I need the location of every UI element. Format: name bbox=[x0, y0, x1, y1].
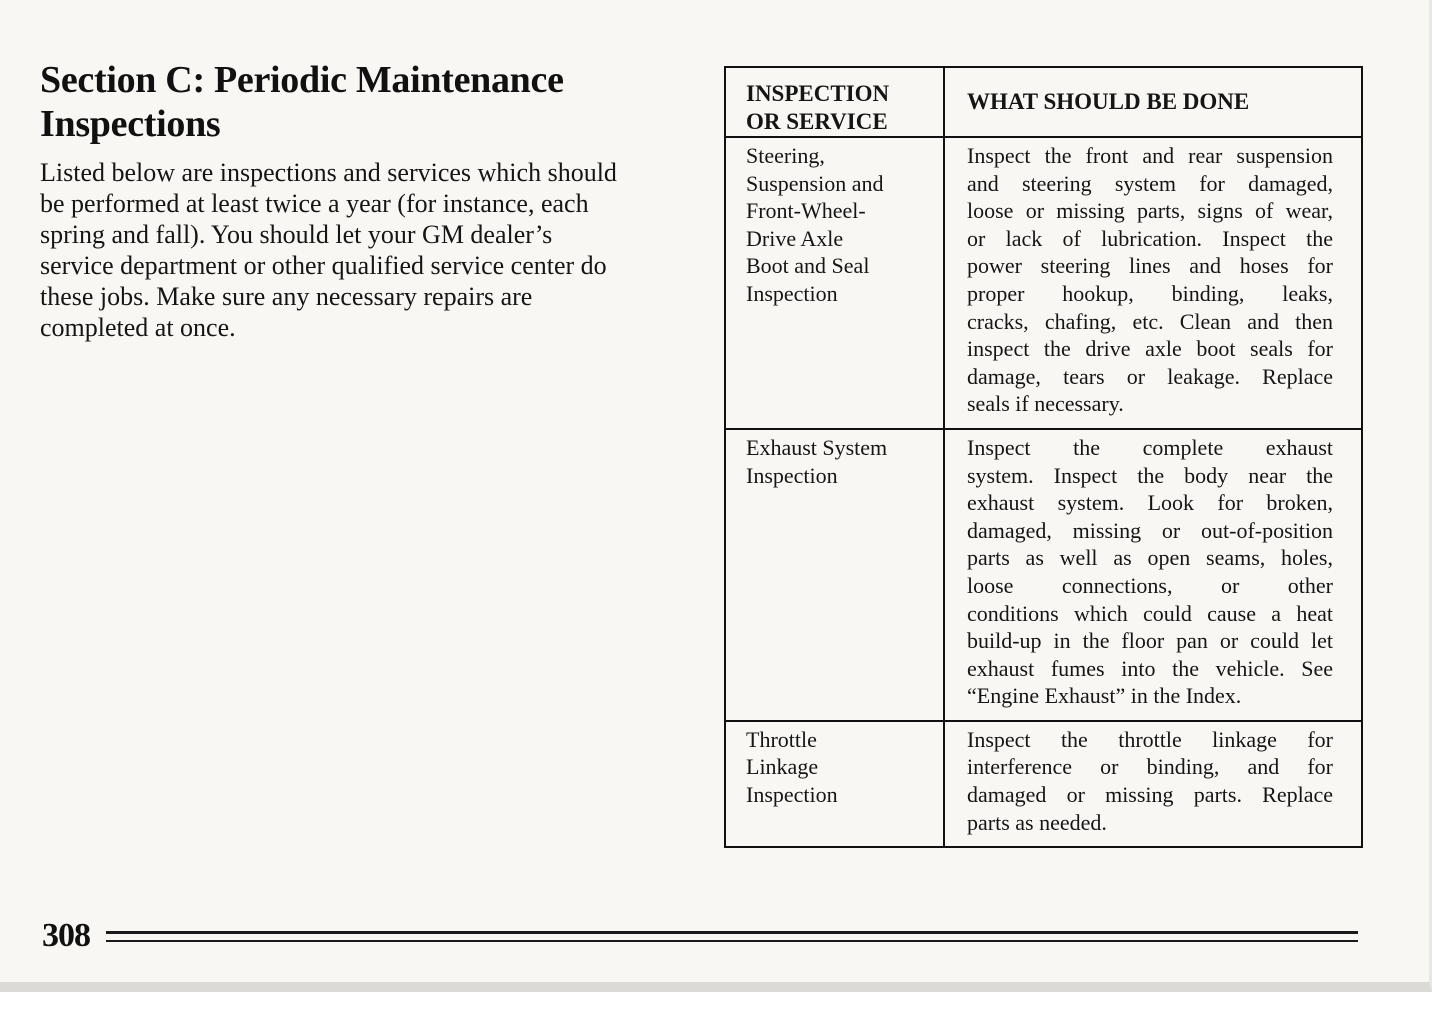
description-line: loose connections, or other bbox=[967, 572, 1333, 598]
header-inspection-or-service bbox=[725, 67, 944, 137]
description-line: Inspect the front and rear suspension bbox=[967, 143, 1333, 168]
intro-paragraph bbox=[40, 157, 676, 343]
item-line: Throttle bbox=[746, 726, 817, 752]
section-heading bbox=[40, 58, 680, 146]
item-line: Front-Wheel- bbox=[746, 198, 866, 224]
intro-line: service department or other qualified service center do bbox=[40, 251, 607, 280]
description-line: Inspect the complete exhaust bbox=[967, 434, 1333, 460]
table-row bbox=[725, 429, 1362, 721]
description-line: and steering system for damaged, bbox=[967, 170, 1333, 196]
table-header-row bbox=[725, 67, 1362, 137]
item-line: Inspection bbox=[746, 280, 838, 306]
description-line: damage, tears or leakage. Replace bbox=[967, 363, 1333, 389]
description-line: or lack of lubrication. Inspect the bbox=[967, 225, 1333, 251]
description-line: damaged, missing or out-of-position bbox=[967, 517, 1333, 543]
description-line: Inspect the throttle linkage for bbox=[967, 726, 1333, 752]
description-line: interference or binding, and for bbox=[967, 754, 1333, 780]
page-number: 308 bbox=[42, 917, 90, 954]
header-line: OR SERVICE bbox=[746, 109, 888, 134]
description-line: conditions which could cause a heat bbox=[967, 600, 1333, 626]
item-line: Exhaust System bbox=[746, 434, 888, 460]
table-row bbox=[725, 137, 1362, 429]
description-line: loose or missing parts, signs of wear, bbox=[967, 198, 1333, 224]
description-line: inspect the drive axle boot seals for bbox=[967, 336, 1333, 362]
description-line: proper hookup, binding, leaks, bbox=[967, 280, 1333, 306]
maintenance-table bbox=[724, 66, 1363, 848]
description-line: cracks, chafing, etc. Clean and then bbox=[967, 308, 1333, 334]
item-line: Linkage bbox=[746, 754, 819, 780]
intro-line: Listed below are inspections and services which should bbox=[40, 158, 617, 187]
header-what-should-be-done: WHAT SHOULD BE DONE bbox=[944, 67, 1362, 137]
item-line: Boot and Seal bbox=[746, 253, 870, 279]
description-line: damaged or missing parts. Replace bbox=[967, 782, 1333, 808]
item-line: Inspection bbox=[746, 462, 838, 488]
item-line: Drive Axle bbox=[746, 225, 844, 251]
description-line: parts as needed. bbox=[967, 809, 1107, 835]
section-heading-line: Section C: Periodic Maintenance bbox=[40, 59, 564, 101]
row-item-cell bbox=[725, 429, 944, 721]
description-line: exhaust system. Look for broken, bbox=[967, 490, 1333, 516]
description-line: “Engine Exhaust” in the Index. bbox=[967, 683, 1242, 709]
section-heading-line: Inspections bbox=[40, 103, 221, 145]
description-line: build-up in the floor pan or could let bbox=[967, 628, 1333, 654]
item-line: Suspension and bbox=[746, 170, 884, 196]
table-row bbox=[725, 721, 1362, 847]
row-description-cell bbox=[944, 137, 1362, 429]
intro-line: these jobs. Make sure any necessary repairs are bbox=[40, 282, 533, 311]
header-line: INSPECTION bbox=[746, 81, 890, 106]
intro-line: be performed at least twice a year (for instance, each bbox=[40, 189, 589, 218]
row-description-cell bbox=[944, 429, 1362, 721]
intro-line: completed at once. bbox=[40, 313, 236, 342]
row-item-cell bbox=[725, 721, 944, 847]
description-line: exhaust fumes into the vehicle. See bbox=[967, 655, 1333, 681]
row-item-cell bbox=[725, 137, 944, 429]
description-line: system. Inspect the body near the bbox=[967, 462, 1333, 488]
item-line: Inspection bbox=[746, 782, 838, 808]
description-line: seals if necessary. bbox=[967, 391, 1124, 417]
item-line: Steering, bbox=[746, 143, 825, 168]
description-line: power steering lines and hoses for bbox=[967, 253, 1333, 279]
intro-line: spring and fall). You should let your GM dealer’s bbox=[40, 220, 553, 249]
row-description-cell bbox=[944, 721, 1362, 847]
description-line: parts as well as open seams, holes, bbox=[967, 545, 1333, 571]
footer-rule bbox=[106, 931, 1358, 934]
footer-rule bbox=[106, 940, 1358, 942]
